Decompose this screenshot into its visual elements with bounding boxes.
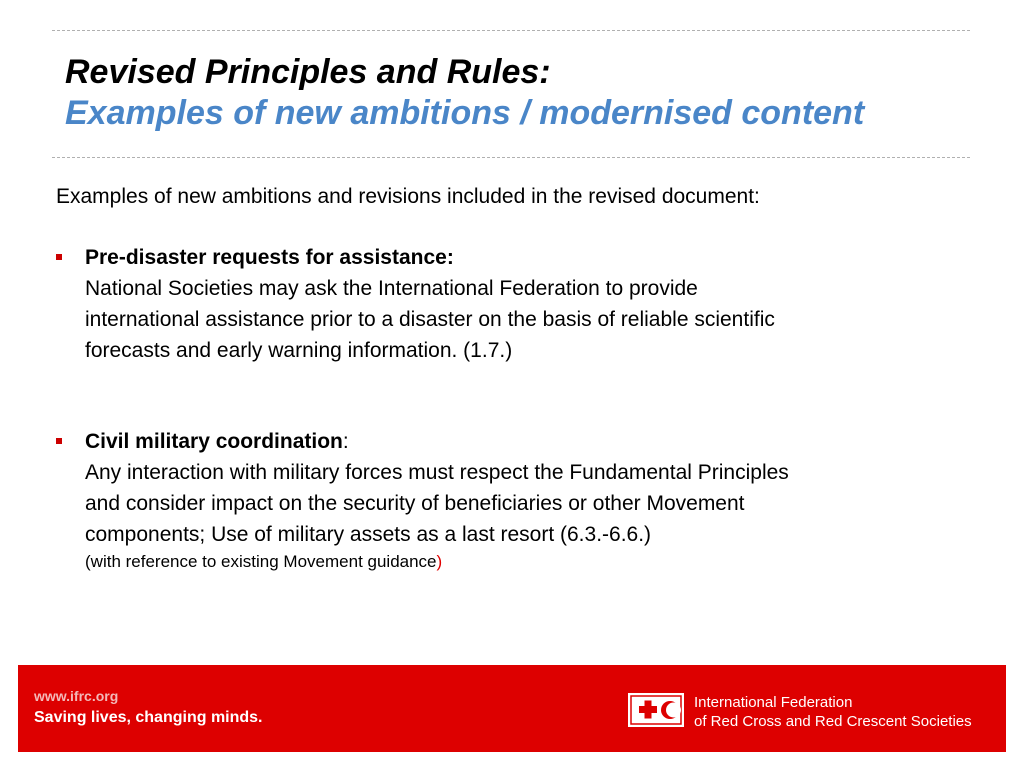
bullet-body-line: Any interaction with military forces must respect the Fundamental Principles: [85, 461, 789, 484]
slide-subtitle: Examples of new ambitions / modernised content: [65, 94, 865, 132]
bullet-item-civil-military: [56, 426, 986, 574]
bullet-item-pre-disaster: [56, 242, 986, 366]
bullet-body-line: components; Use of military assets as a last resort (6.3.-6.6.): [85, 523, 652, 546]
intro-text: Examples of new ambitions and revisions included in the revised document:: [56, 185, 760, 208]
bullet-heading: Pre-disaster requests for assistance:: [85, 246, 454, 269]
bullet-note-text: (with reference to existing Movement guidance: [85, 552, 437, 571]
footer-org-line2: of Red Cross and Red Crescent Societies: [694, 713, 972, 730]
bullet-heading: Civil military coordination: [85, 430, 343, 453]
bullet-body-line: National Societies may ask the International Federation to provide: [85, 277, 698, 300]
bullet-square-icon: [56, 254, 62, 260]
bullet-body-line: international assistance prior to a disaster on the basis of reliable scientific: [85, 308, 775, 331]
footer-organization-name: [694, 693, 972, 731]
red-cross-crescent-logo-icon: [628, 693, 684, 727]
top-dashed-divider: [52, 30, 970, 31]
footer-banner: [18, 665, 1006, 752]
footer-org-line1: International Federation: [694, 694, 853, 711]
bullet-note: [85, 550, 986, 574]
bullet-body-line: and consider impact on the security of beneficiaries or other Movement: [85, 492, 745, 515]
bullet-heading-colon: :: [342, 430, 349, 453]
bullet-square-icon: [56, 438, 62, 444]
title-block: [65, 52, 1015, 134]
title-dashed-divider: [52, 157, 970, 158]
footer-slogan: Saving lives, changing minds.: [34, 709, 263, 726]
bullet-note-close-paren: ): [436, 552, 443, 571]
bullet-body-line: forecasts and early warning information. (1.7.): [85, 339, 513, 362]
slide-title: Revised Principles and Rules:: [65, 53, 551, 91]
footer-website-link[interactable]: www.ifrc.org: [34, 688, 119, 704]
